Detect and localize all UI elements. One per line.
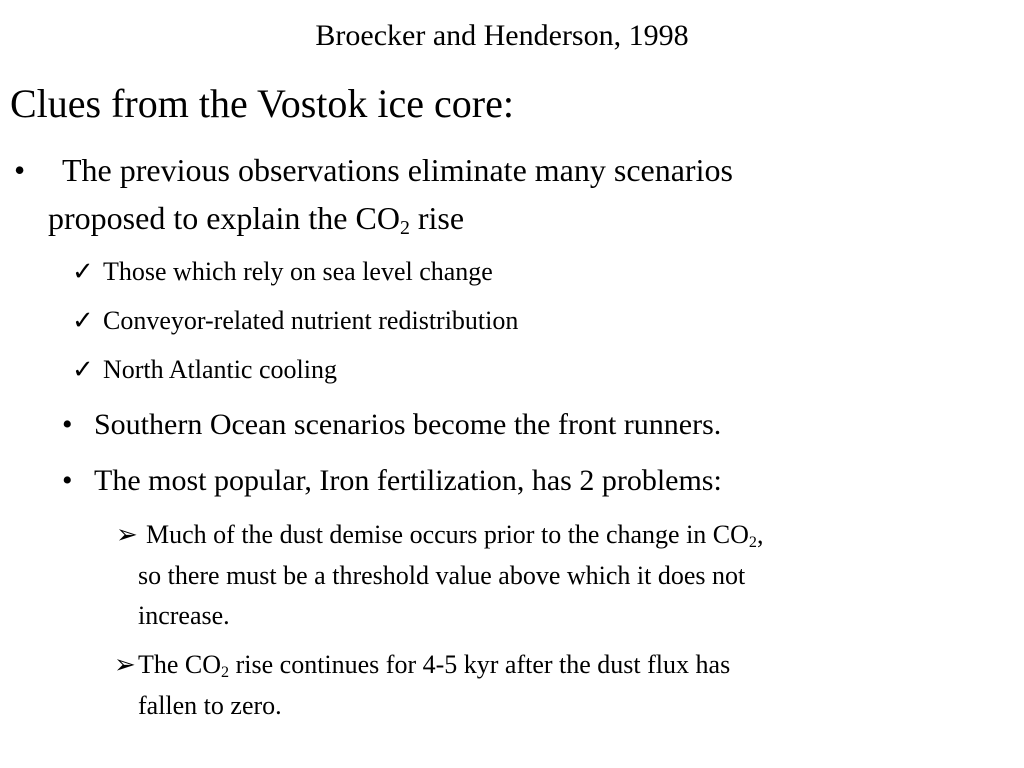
problem-1-text-end: , bbox=[756, 520, 764, 549]
problem-1-line-3: increase. bbox=[138, 601, 230, 630]
problem-2-line-1 bbox=[138, 645, 730, 685]
check-icon: ✓ bbox=[72, 306, 94, 335]
main-point-line-2 bbox=[48, 199, 464, 237]
citation: Broecker and Henderson, 1998 bbox=[315, 19, 689, 52]
sub-bullet-icon: • bbox=[62, 408, 73, 441]
problem-2-line-2: fallen to zero. bbox=[138, 691, 282, 720]
check-icon: ✓ bbox=[72, 355, 94, 384]
arrow-bullet-icon: ➢ bbox=[114, 650, 136, 679]
sub-bullet-item: The most popular, Iron fertilization, has 2 problems: bbox=[94, 464, 722, 497]
problem-2-subscript: 2 bbox=[221, 664, 230, 682]
sub-bullet-item: Southern Ocean scenarios become the front runners. bbox=[94, 408, 722, 441]
problem-1-line-1 bbox=[146, 515, 763, 555]
problem-2-text: The CO bbox=[138, 650, 222, 679]
problem-1-subscript: 2 bbox=[748, 534, 757, 552]
main-point-text: proposed to explain the CO bbox=[48, 200, 400, 236]
eliminated-item: Conveyor-related nutrient redistribution bbox=[103, 306, 519, 335]
slide-title: Clues from the Vostok ice core: bbox=[10, 81, 514, 126]
problem-1-line-2: so there must be a threshold value above which it does not bbox=[138, 561, 746, 590]
arrow-bullet-icon: ➢ bbox=[116, 520, 138, 549]
sub-bullet-icon: • bbox=[62, 464, 73, 497]
problem-1-text: Much of the dust demise occurs prior to the change in CO bbox=[146, 520, 749, 549]
main-point-line-1: The previous observations eliminate many scenarios bbox=[62, 152, 733, 188]
eliminated-item: Those which rely on sea level change bbox=[103, 257, 493, 286]
problem-2-text-end: rise continues for 4-5 kyr after the dust flux has bbox=[229, 650, 731, 679]
eliminated-item: North Atlantic cooling bbox=[103, 355, 337, 384]
main-point-subscript: 2 bbox=[399, 216, 410, 239]
main-point-text-end: rise bbox=[409, 200, 465, 236]
main-bullet-icon: • bbox=[14, 152, 26, 188]
check-icon: ✓ bbox=[72, 257, 94, 286]
